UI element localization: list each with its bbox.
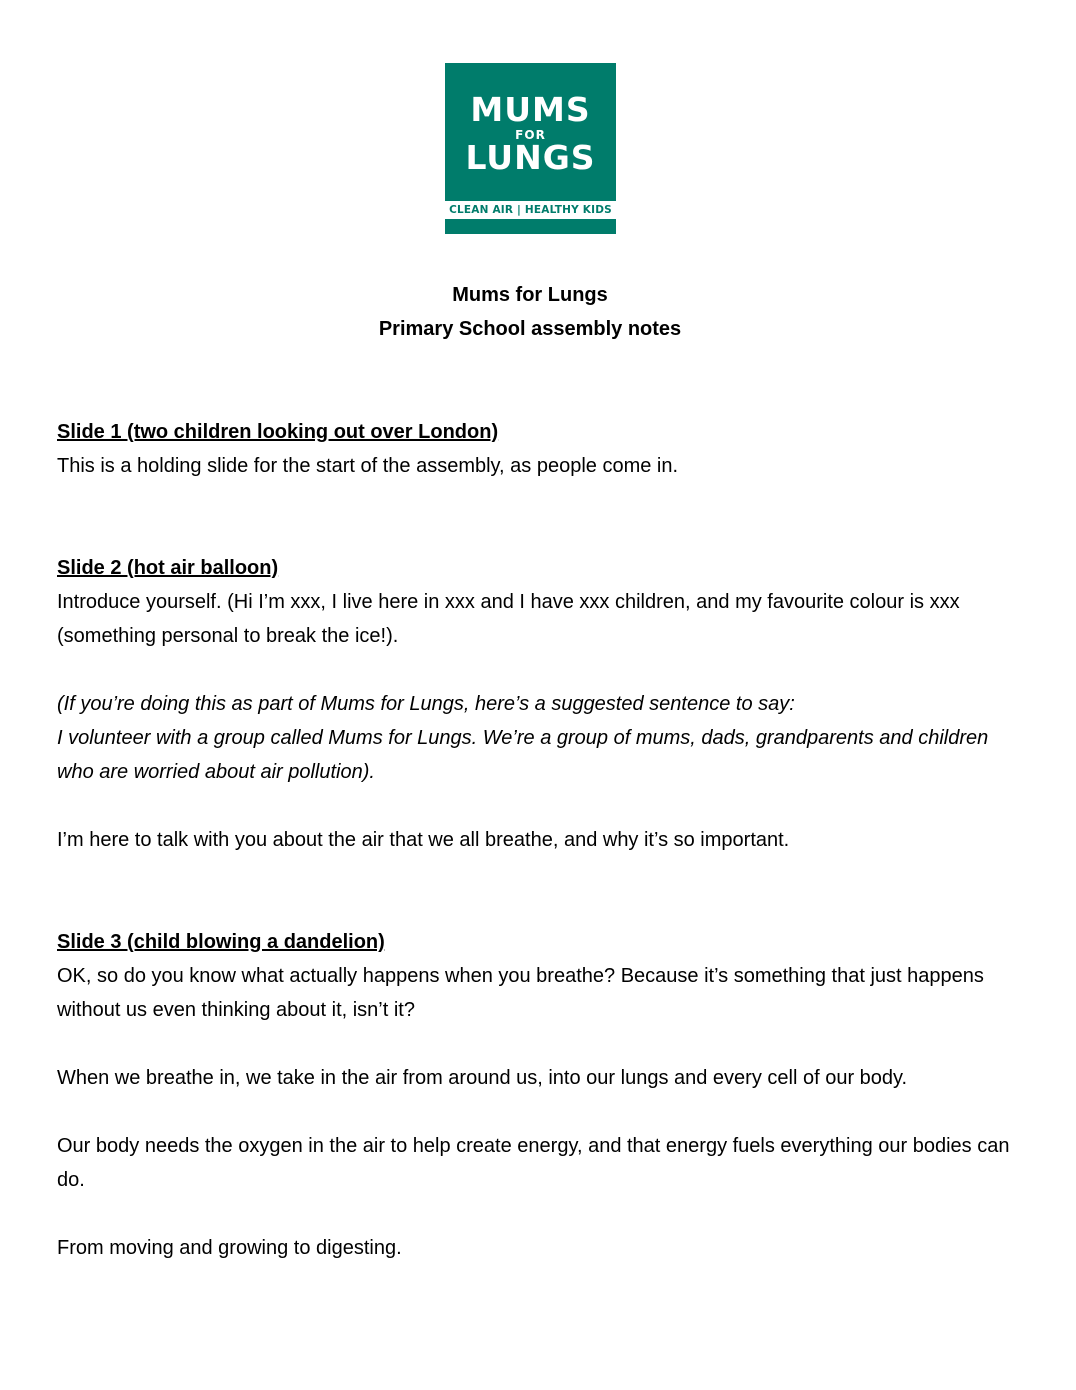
slide-2-suggestion-intro: (If you’re doing this as part of Mums for Lungs, here’s a suggested sentence to say:	[57, 693, 795, 715]
slide-3-paragraph: Our body needs the oxygen in the air to help create energy, and that energy fuels everything our bodies can do.	[57, 1135, 1010, 1191]
slide-1-heading: Slide 1 (two children looking out over London)	[57, 421, 499, 443]
slide-3-paragraph: OK, so do you know what actually happens when you breathe? Because it’s something that just happens without us even thinking about it, isn’t it?	[57, 965, 984, 1021]
logo-tagline: CLEAN AIR | HEALTHY KIDS	[445, 201, 616, 219]
slide-1-paragraph: This is a holding slide for the start of the assembly, as people come in.	[57, 455, 679, 477]
slide-2-heading: Slide 2 (hot air balloon)	[57, 557, 279, 579]
document-title: Mums for Lungs	[452, 284, 608, 306]
slide-2-suggestion-sentence: I volunteer with a group called Mums for Lungs. We’re a group of mums, dads, grandparents and children who are worried about air pollution).	[57, 727, 989, 783]
slide-3-paragraph: When we breathe in, we take in the air from around us, into our lungs and every cell of our body.	[57, 1067, 908, 1089]
document-subtitle: Primary School assembly notes	[378, 318, 682, 340]
document-body	[57, 415, 1017, 1265]
logo-line-for: FOR	[515, 128, 546, 142]
slide-2-paragraph: Introduce yourself. (Hi I’m xxx, I live here in xxx and I have xxx children, and my favourite colour is xxx (something personal to break the ice!).	[57, 591, 960, 647]
logo-line-lungs: LUNGS	[465, 138, 596, 177]
slide-3-heading: Slide 3 (child blowing a dandelion)	[57, 931, 385, 953]
slide-2-paragraph: I’m here to talk with you about the air that we all breathe, and why it’s so important.	[57, 829, 790, 851]
document-header	[0, 278, 1060, 346]
slide-3-paragraph: From moving and growing to digesting.	[57, 1237, 402, 1259]
mums-for-lungs-logo	[445, 63, 616, 234]
logo-line-mums: MUMS	[470, 90, 591, 129]
